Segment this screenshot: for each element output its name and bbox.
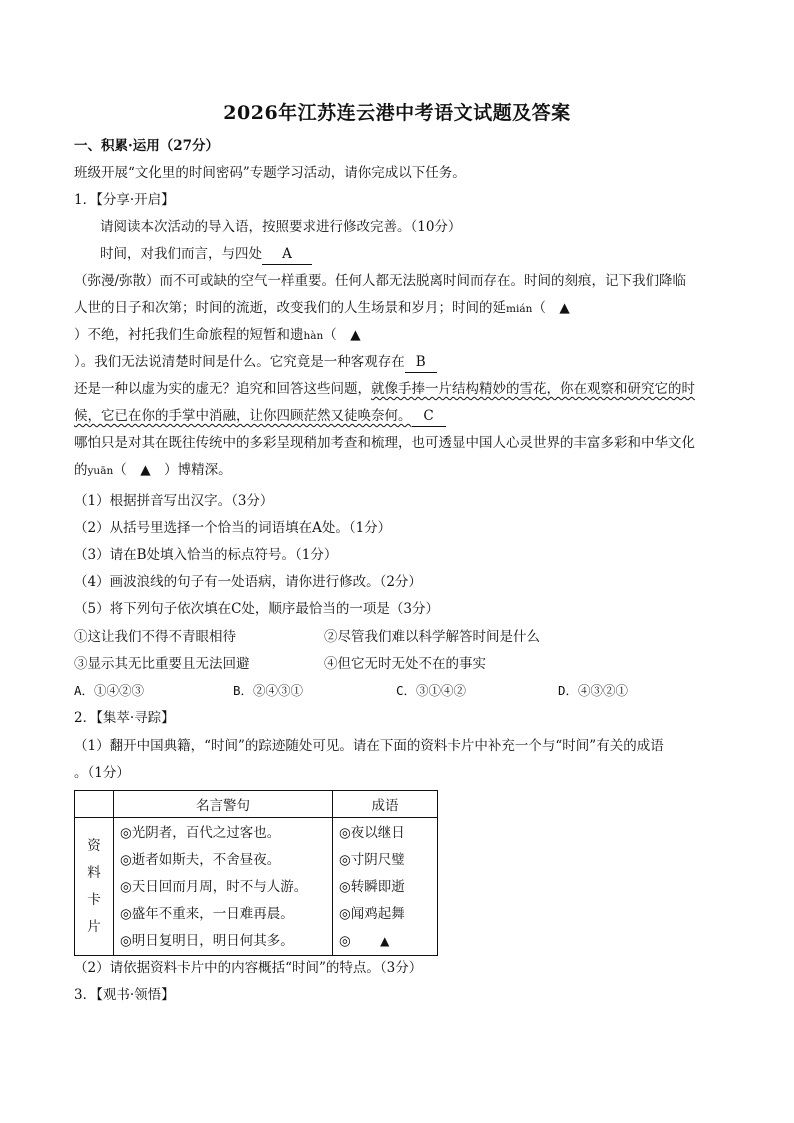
question-3-heading: 3．【观书·领悟】 xyxy=(74,987,175,1003)
passage-line xyxy=(100,244,312,265)
sub-question: （5）将下列句子依次填在C处，顺序最恰当的一项是（3分） xyxy=(74,601,440,617)
sub-question: （3）请在B处填入恰当的标点符号。（1分） xyxy=(74,547,338,563)
pinyin-yuan: yuān xyxy=(87,465,114,477)
header-quotes: 名言警句 xyxy=(114,791,333,818)
section-heading: 一、积累·运用（27分） xyxy=(74,138,219,154)
quote-item: ◎明日复明日，明日何其多。 xyxy=(120,933,294,949)
wavy-sentence: 就像手捧一片结构精妙的雪花，你在观察和研究它的时 xyxy=(371,381,695,397)
sentence-option: ③显示其无比重要且无法回避 xyxy=(74,656,250,672)
passage-line xyxy=(74,325,361,346)
answer-blank: ▲ xyxy=(357,928,413,956)
passage-line xyxy=(74,379,695,399)
idiom-item: ◎闻鸡起舞 xyxy=(339,906,405,922)
choice-c: C．③①④② xyxy=(396,683,467,698)
sentence-option: ①这让我们不得不青眼相待 xyxy=(74,629,236,645)
sub-question: （4）画波浪线的句子有一处语病，请你进行修改。（2分） xyxy=(74,574,422,590)
passage-line xyxy=(74,460,232,481)
passage-line: 哪怕只是对其在既往传统中的多彩呈现稍加考查和梳理，也可透显中国人心灵世界的丰富多彩和中华文化 xyxy=(74,435,695,451)
passage-text: 时间，对我们而言，与四处 xyxy=(100,246,262,262)
header-idioms: 成语 xyxy=(333,791,438,818)
header-empty-cell xyxy=(75,791,114,818)
idiom-item: ◎转瞬即逝 xyxy=(339,879,405,895)
question-1-instruction: 请阅读本次活动的导入语，按照要求进行修改完善。（10分） xyxy=(100,219,462,235)
idioms-cell xyxy=(333,818,438,956)
sentence-option: ②尽管我们难以科学解答时间是什么 xyxy=(324,629,540,645)
idiom-item-blank: ◎ ▲ xyxy=(333,928,437,955)
quote-item: ◎光阴者，百代之过客也。 xyxy=(120,825,281,841)
choice-b: B．②④③① xyxy=(233,683,304,698)
blank-c: C xyxy=(412,406,446,427)
answer-slot: （ ▲ xyxy=(323,327,361,343)
quotes-cell xyxy=(114,818,333,956)
sub-question: （1）翻开中国典籍，“时间”的踪迹随处可见。请在下面的资料卡片中补充一个与“时间”有关的成语 xyxy=(74,738,664,754)
question-2-heading: 2．【集萃·寻踪】 xyxy=(74,710,175,726)
passage-line xyxy=(74,352,437,373)
quote-item: ◎盛年不重来，一日难再晨。 xyxy=(120,906,294,922)
blank-b: B xyxy=(405,352,437,373)
passage-line xyxy=(74,406,446,427)
sub-question: （2）请依据资料卡片中的内容概括“时间”的特点。（3分） xyxy=(74,960,423,976)
document-title: 2026年江苏连云港中考语文试题及答案 xyxy=(223,102,571,124)
answer-slot: （ ▲ xyxy=(532,300,570,316)
sentence-option: ④但它无时无处不在的事实 xyxy=(324,656,486,672)
pinyin-han: hàn xyxy=(303,330,324,342)
quote-item: ◎逝者如斯夫，不舍昼夜。 xyxy=(120,852,281,868)
passage-text: 还是一种以虚为实的虚无？追究和回答这些问题， xyxy=(74,381,371,397)
choice-d: D．④③②① xyxy=(558,683,629,698)
answer-slot: （ ▲ ）博精深。 xyxy=(113,462,232,478)
blank-a: A xyxy=(262,244,312,265)
sub-question: （2）从括号里选择一个恰当的词语填在A处。（1分） xyxy=(74,520,392,536)
material-card-table xyxy=(74,790,438,956)
side-label: 资 料 卡 片 xyxy=(75,818,114,956)
passage-text: 的 xyxy=(74,462,88,478)
quote-item: ◎天日回而月周，时不与人游。 xyxy=(120,879,308,895)
passage-text: 人世的日子和次第；时间的流逝，改变我们的人生场景和岁月；时间的延 xyxy=(74,300,506,316)
activity-intro: 班级开展“文化里的时间密码”专题学习活动，请你完成以下任务。 xyxy=(74,165,466,181)
choice-a: A．①④②③ xyxy=(74,683,145,698)
passage-line xyxy=(74,298,570,319)
sub-question: （1）根据拼音写出汉字。（3分） xyxy=(74,493,274,509)
sub-question: 。（1分） xyxy=(74,765,130,781)
idiom-item: ◎寸阴尺璧 xyxy=(339,852,405,868)
wavy-sentence: 候，它已在你的手掌中消融，让你四顾茫然又徒唤奈何。 xyxy=(74,408,412,424)
pinyin-mian: mián xyxy=(506,303,533,315)
question-1-heading: 1．【分享·开启】 xyxy=(74,192,175,208)
passage-text: ）不绝，衬托我们生命旅程的短暂和遗 xyxy=(74,327,304,343)
idiom-item: ◎夜以继日 xyxy=(339,825,405,841)
passage-line: （弥漫/弥散）而不可或缺的空气一样重要。任何人都无法脱离时间而存在。时间的刻痕，记下我们降临 xyxy=(74,273,687,289)
passage-text: ）。我们无法说清楚时间是什么。它究竟是一种客观存在 xyxy=(74,354,405,370)
